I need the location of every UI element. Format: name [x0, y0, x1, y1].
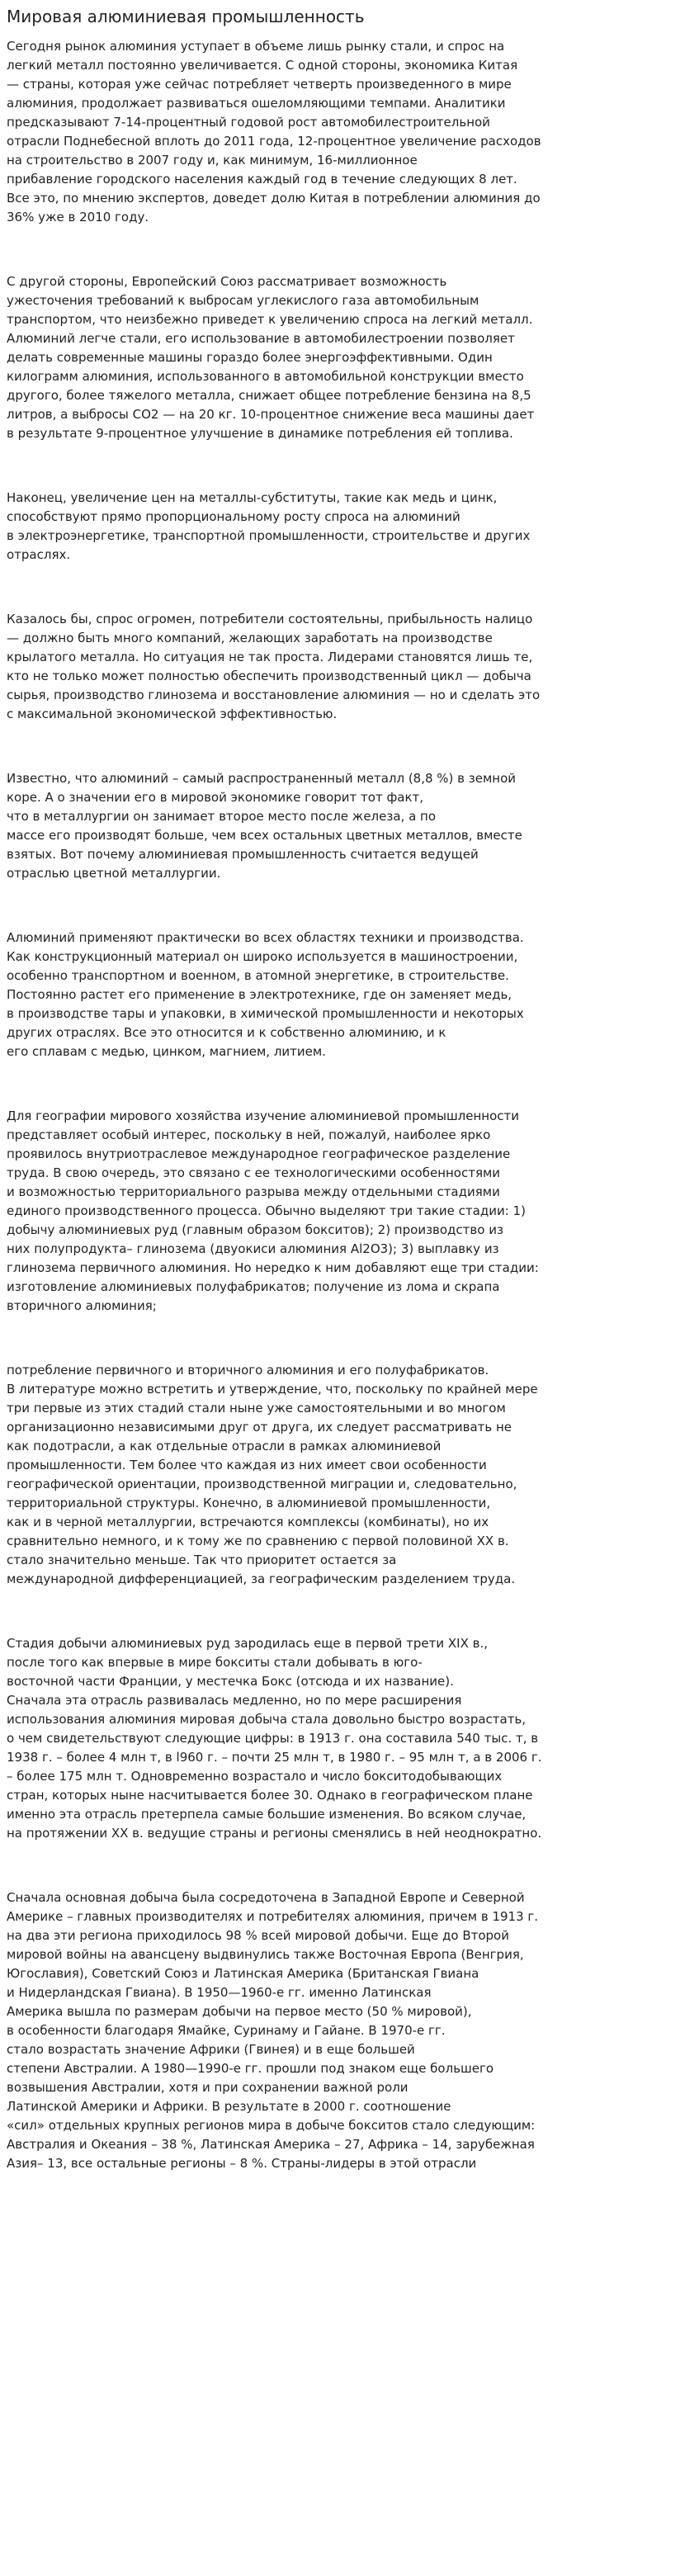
article-paragraph: Стадия добычи алюминиевых руд зародилась еще в первой трети XIX в., после того как впервые в мире бокситы стали добывать в юго- восточной части Франции, у местечка Бокс (отсюда и их название). Сначала эта отрасль развивалась медленно, но по мере расширения использования алюминия мировая добыча стала довольно быстро возрастать, о чем свидетельствуют следующие цифры: в 1913 г. она составила 540 тыс. т, в 1938 г. – более 4 млн т, в l960 г. – почти 25 млн т, в 1980 г. – 95 млн т, а в 2006 г. – более 175 млн т. Одновременно возрастало и число бокситодобывающих стран, которых ныне насчитывается более 30. Однако в географическом плане именно эта отрасль претерпела самые большие изменения. Во всяком случае, на протяжении ХХ в. ведущие страны и регионы сменялись в ней неоднократно. [7, 1636, 542, 1841]
article-paragraph: Казалось бы, спрос огромен, потребители состоятельны, прибыльность налицо — должно быть много компаний, желающих заработать на производстве крылатого металла. Но ситуация не так проста. Лидерами становятся лишь те, кто не только может полностью обеспечить производственный цикл — добыча сырья, производство глинозема и восстановление алюминия — но и сделать это с максимальной экономической эффективностью. [7, 612, 541, 721]
article-paragraph: Сначала основная добыча была сосредоточена в Западной Европе и Северной Америке – главных производителях и потребителях алюминия, причем в 1913 г. на два эти региона приходилось 98 % всей мировой добычи. Еще до Второй мировой войны на авансцену выдвинулись также Восточная Европа (Венгрия, Югославия), Советский Союз и Латинская Америка (Британская Гвиана и Нидерландская Гвиана). В 1950—1960-е гг. именно Латинская Америка вышла по размерам добычи на первое место (50 % мировой), в особенности благодаря Ямайке, Суринаму и Гайане. В 1970-е гг. стало возрастать значение Африки (Гвинея) и в еще большей степени Австралии. А 1980—1990-е гг. прошли под знаком еще большего возвышения Австралии, хотя и при сохранении важной роли Латинской Америки и Африки. В результате в 2000 г. соотношение «сил» отдельных крупных регионов мира в добыче бокситов стало следующим: Австралия и Океания – 38 %, Латинская Америка – 27, Африка – 14, зарубежная Азия– 13, все остальные регионы – 8 %. Страны-лидеры в этой отрасли [7, 1890, 539, 2171]
article-paragraph: Наконец, увеличение цен на металлы-субституты, такие как медь и цинк, способствуют прямо пропорциональному росту спроса на алюминий в электроэнергетике, транспортной промышленности, строительстве и других отраслях. [7, 490, 531, 562]
article-title: Мировая алюминиевая промышленность [7, 7, 365, 26]
article-paragraph: Алюминий применяют практически во всех областях техники и производства. Как конструкционный материал он широко используется в машиностроении, особенно транспортном и военном, в атомной энергетике, в строительстве. Постоянно растет его применение в электротехнике, где он заменяет медь, в производстве тары и упаковки, в химической промышленности и некоторых других отраслях. Все это относится и к собственно алюминию, и к его сплавам с медью, цинком, магнием, литием. [7, 930, 524, 1059]
article-paragraph: Сегодня рынок алюминия уступает в объеме лишь рынку стали, и спрос на легкий металл постоянно увеличивается. С одной стороны, экономика Китая — страны, которая уже сейчас потребляет четверть произведенного в мире алюминия, продолжает развиваться ошеломляющими темпами. Аналитики предсказывают 7-14-процентный годовой рост автомобилестроительной отрасли Поднебесной вплоть до 2011 года, 12-процентное увеличение расходов на строительство в 2007 году и, как минимум, 16-миллионное прибавление городского населения каждый год в течение следующих 8 лет. Все это, по мнению экспертов, доведет долю Китая в потреблении алюминия до 36% уже в 2010 году. [7, 39, 541, 225]
article-paragraph: Для географии мирового хозяйства изучение алюминиевой промышленности представляет особый интерес, поскольку в ней, пожалуй, наиболее ярко проявилось внутриотраслевое международное географическое разделение труда. В свою очередь, это связано с ее технологическими особенностями и возможностью территориального разрыва между отдельными стадиями единого производственного процесса. Обычно выделяют три такие стадии: 1) добычу алюминиевых руд (главным образом бокситов); 2) производство из них полупродукта– глинозема (двуокиси алюминия Al2O3); 3) выплавку из глинозема первичного алюминия. Но нередко к ним добавляют еще три стадии: изготовление алюминиевых полуфабрикатов; получение из лома и скрапа вторичного алюминия; [7, 1108, 539, 1313]
article-paragraph: С другой стороны, Европейский Союз рассматривает возможность ужесточения требований к выбросам углекислого газа автомобильным транспортом, что неизбежно приведет к увеличению спроса на легкий металл. Алюминий легче стали, его использование в автомобилестроении позволяет делать современные машины гораздо более энергоэффективными. Один килограмм алюминия, использованного в автомобильной конструкции вместо другого, более тяжелого металла, снижает общее потребление бензина на 8,5 литров, а выбросы СО2 — на 20 кг. 10-процентное снижение веса машины дает в результате 9-процентное улучшение в динамике потребления ей топлива. [7, 274, 535, 441]
article-paragraph: потребление первичного и вторичного алюминия и его полуфабрикатов. В литературе можно встретить и утверждение, что, поскольку по крайней мере три первые из этих стадий стали ныне уже самостоятельными и во многом организационно независимыми друг от друга, их следует рассматривать не как подотрасли, а как отдельные отрасли в рамках алюминиевой промышленности. Тем более что каждая из них имеет свои особенности географической ориентации, производственной миграции и, следовательно, территориальной структуры. Конечно, в алюминиевой промышленности, как и в черной металлургии, встречаются комплексы (комбинаты), но их сравнительно немного, и к тому же по сравнению с первой половиной ХХ в. стало значительно меньше. Так что приоритет остается за международной дифференциацией, за географическим разделением труда. [7, 1363, 538, 1586]
article-paragraph: Известно, что алюминий – самый распространенный металл (8,8 %) в земной коре. А о значении его в мировой экономике говорит тот факт, что в металлургии он занимает второе место после железа, а по массе его производят больше, чем всех остальных цветных металлов, вместе взятых. Вот почему алюминиевая промышленность считается ведущей отраслью цветной металлургии. [7, 771, 522, 881]
